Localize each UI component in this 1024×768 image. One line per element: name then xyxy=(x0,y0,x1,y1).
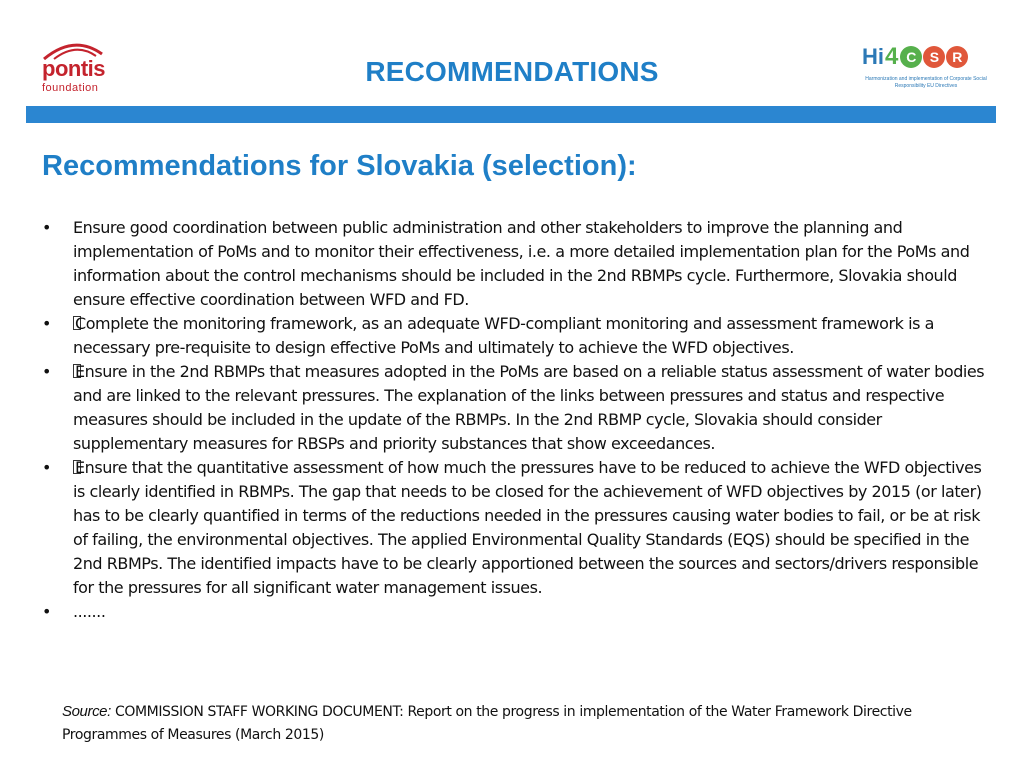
list-item-text: Ensure that the quantitative assessment of how much the pressures have to be reduced to achieve the WFD objectives is clearly identified in RBMPs. The gap that needs to be closed for the achievement of WFD objectives by 2015 (or later) has to be clearly quantified in terms of the reductions needed in the pressures causing water bodies to fail, or be at risk of failing, the environmental objectives. The applied Environmental Quality Standards (EQS) should be specified in the 2nd RBMPs. The identified impacts have to be clearly apportioned between the sources and sectors/drivers responsible for the pressures for all significant water management issues. xyxy=(73,458,982,597)
logo-letter-c: C xyxy=(900,46,922,68)
list-item xyxy=(42,360,987,456)
logo-four: 4 xyxy=(885,43,899,70)
hi4csr-logo xyxy=(862,42,992,102)
list-item xyxy=(42,312,987,360)
list-item-text: Complete the monitoring framework, as an adequate WFD-compliant monitoring and assessment framework is a necessary pre-requisite to design effective PoMs and ultimately to achieve the WFD objectives. xyxy=(73,314,934,357)
logo-letter-s: S xyxy=(923,46,945,68)
bullet-icon: • xyxy=(42,314,51,333)
header-divider-bar xyxy=(26,106,996,123)
list-item xyxy=(42,216,987,312)
recommendation-list xyxy=(42,216,987,624)
logo-sub: foundation xyxy=(42,82,99,94)
bullet-icon: • xyxy=(42,602,51,621)
logo-hi: Hi xyxy=(862,44,884,69)
logo-tagline: Harmonization and implementation of Corporate Social Responsibility EU Directives xyxy=(865,76,987,89)
list-item xyxy=(42,600,987,624)
logo-brand: pontis xyxy=(42,56,105,81)
list-item-text: Ensure in the 2nd RBMPs that measures adopted in the PoMs are based on a reliable status assessment of water bodies and are linked to the relevant pressures. The explanation of the links between pressures and status and respective measures should be included in the update of the RBMPs. In the 2nd RBMP cycle, Slovakia should consider supplementary measures for RBSPs and priority substances that show exceedances. xyxy=(73,362,985,453)
source-citation xyxy=(62,700,962,747)
list-item xyxy=(42,456,987,600)
list-item-text: Ensure good coordination between public administration and other stakeholders to improve the planning and implementation of PoMs and to monitor their effectiveness, i.e. a more detailed implementation plan for the PoMs and information about the control mechanisms should be included in the 2nd RBMPs cycle. Furthermore, Slovakia should ensure effective coordination between WFD and FD. xyxy=(73,218,970,309)
source-label: Source: xyxy=(62,703,111,720)
bullet-icon: • xyxy=(42,218,51,237)
bullet-icon: • xyxy=(42,458,51,477)
list-item-text: ....... xyxy=(73,602,106,621)
bullet-icon: • xyxy=(42,362,51,381)
logo-letter-r: R xyxy=(946,46,968,68)
page-title: RECOMMENDATIONS xyxy=(365,56,659,87)
section-heading: Recommendations for Slovakia (selection): xyxy=(42,150,637,182)
source-text: COMMISSION STAFF WORKING DOCUMENT: Report on the progress in implementation of the Water Framework Directive Programmes of Measures (March 2015) xyxy=(62,704,912,743)
